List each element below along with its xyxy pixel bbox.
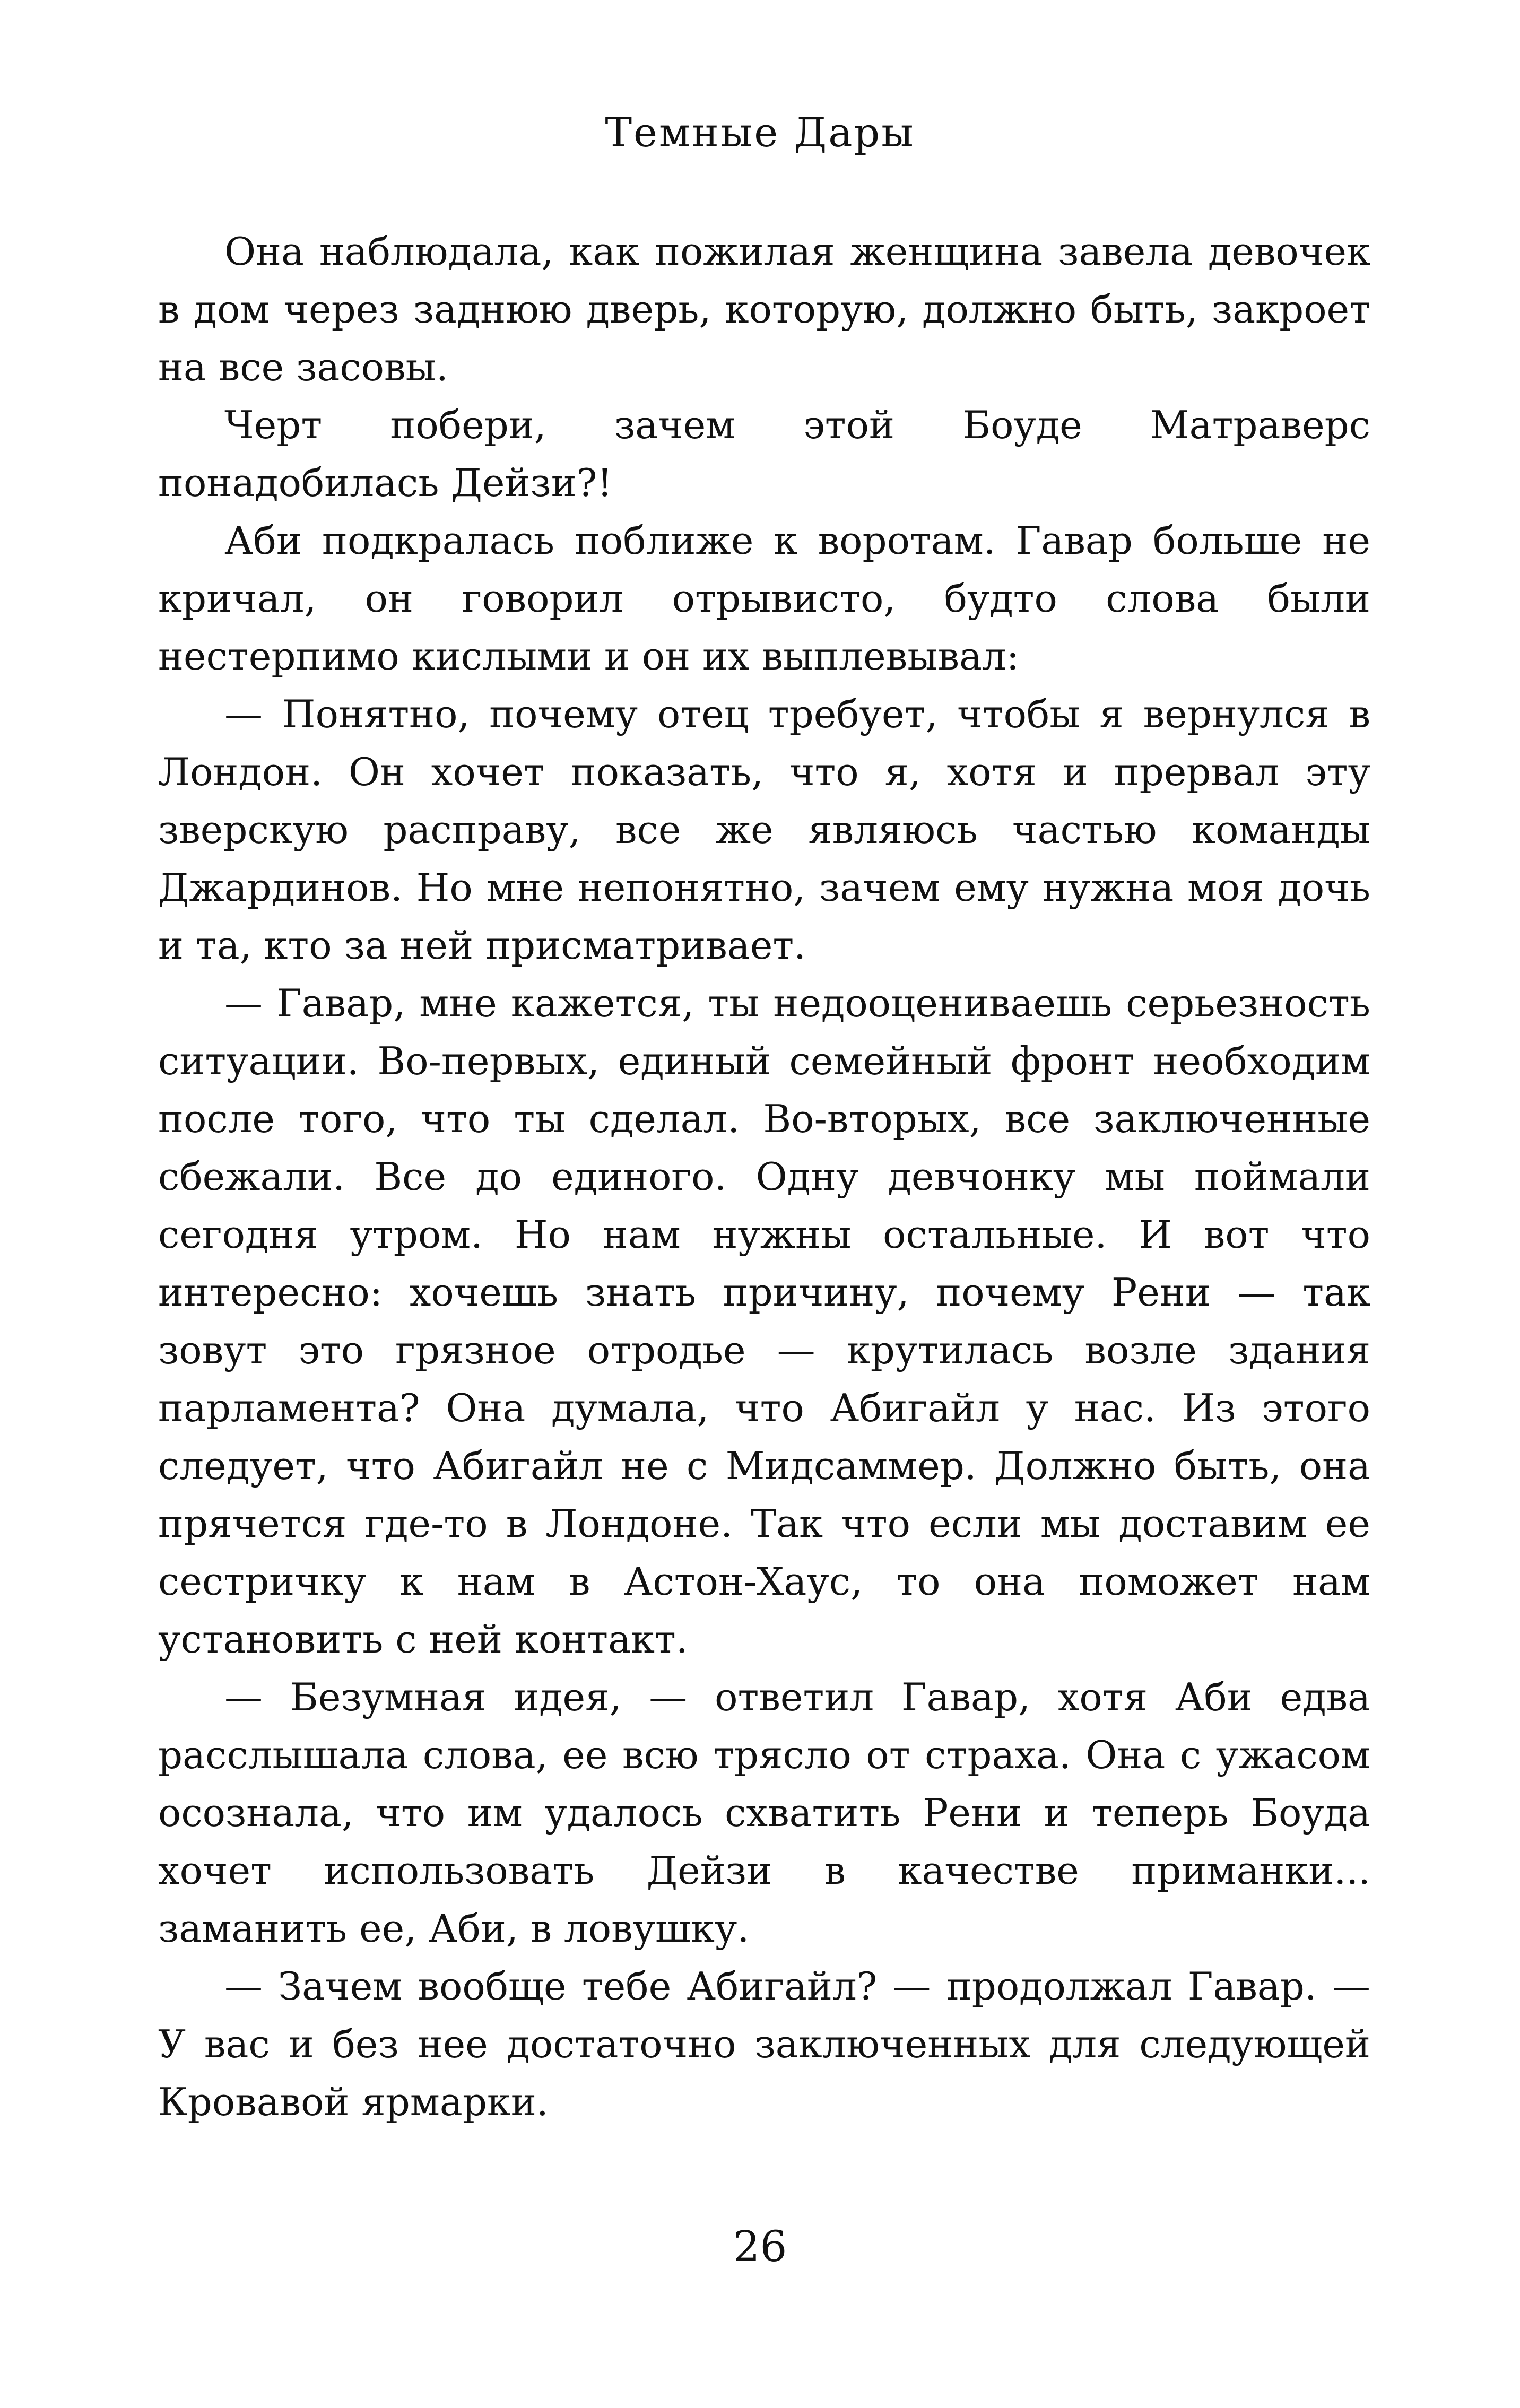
body-text	[158, 223, 1370, 2131]
running-title: Темные Дары	[605, 109, 915, 156]
paragraph: Черт побери, зачем этой Боуде Матраверс понадобилась Дейзи?!	[158, 403, 1370, 505]
paragraph: Она наблюдала, как пожилая женщина завела девочек в дом через заднюю дверь, которую, должно быть, закроет на все засовы.	[158, 229, 1370, 389]
paragraph: Аби подкралась поближе к воротам. Гавар больше не кричал, он говорил отрывисто, будто слова были нестерпимо кислыми и он их выплевывал:	[158, 518, 1370, 679]
paragraph: — Зачем вообще тебе Абигайл? — продолжал Гавар. — У вас и без нее достаточно заключенных для следующей Кровавой ярмарки.	[158, 1964, 1370, 2124]
paragraph: — Безумная идея, — ответил Гавар, хотя Аби едва расслышала слова, ее всю трясло от страха. Она с ужасом осознала, что им удалось схватить Рени и теперь Боуда хочет использовать Дейзи в качестве приманки... заманить ее, Аби, в ловушку.	[158, 1675, 1370, 1951]
paragraph: — Понятно, почему отец требует, чтобы я вернулся в Лондон. Он хочет показать, что я, хотя и прервал эту зверскую расправу, все же являюсь частью команды Джардинов. Но мне непонятно, зачем ему нужна моя дочь и та, кто за ней присматривает.	[158, 692, 1370, 968]
page-number: 26	[733, 2222, 787, 2271]
paragraph: — Гавар, мне кажется, ты недооцениваешь серьезность ситуации. Во-первых, единый семейный фронт необходим после того, что ты сделал. Во-вторых, все заключенные сбежали. Все до единого. Одну девчонку мы поймали сегодня утром. Но нам нужны остальные. И вот что интересно: хочешь знать причину, почему Рени — так зовут это грязное отродье — крутилась возле здания парламента? Она думала, что Абигайл у нас. Из этого следует, что Абигайл не с Мидсаммер. Должно быть, она прячется где-то в Лондоне. Так что если мы доставим ее сестричку к нам в Астон-Хаус, то она поможет нам установить с ней контакт.	[158, 981, 1370, 1662]
